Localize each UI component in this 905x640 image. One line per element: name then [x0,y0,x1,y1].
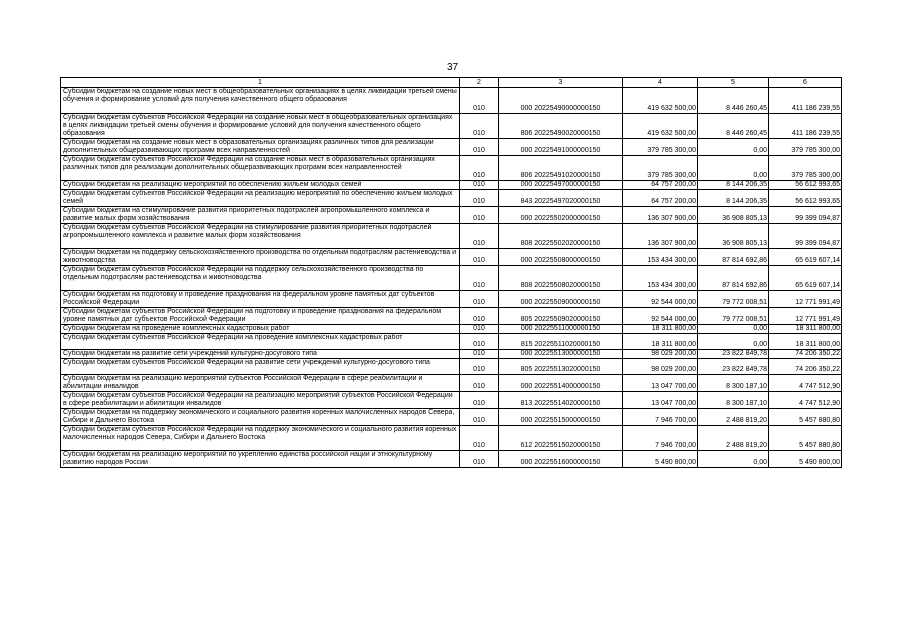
table-row [61,359,842,375]
row-kbk: 000 20225509000000150 [499,291,623,308]
row-kbk: 806 20225491020000150 [499,156,623,181]
row-code: 010 [460,181,499,190]
table-row [61,350,842,359]
row-code: 010 [460,190,499,207]
row-name: Субсидии бюджетам субъектов Российской Федерации на поддержку экономического и социального развития коренных малочисленных народов Севера, Сибири и Дальнего Востока [61,426,460,451]
row-name: Субсидии бюджетам субъектов Российской Федерации на стимулирование развития приоритетных подотраслей агропромышленного комплекса и развитие малых форм хозяйствования [61,224,460,249]
row-plan: 13 047 700,00 [623,375,698,392]
row-plan: 379 785 300,00 [623,156,698,181]
row-exec: 8 446 260,45 [698,114,769,139]
row-code: 010 [460,156,499,181]
row-rest: 56 612 993,65 [769,190,842,207]
table-row [61,375,842,392]
row-plan: 419 632 500,00 [623,114,698,139]
header-cell: 2 [460,78,499,88]
row-plan: 419 632 500,00 [623,88,698,114]
row-exec: 0,00 [698,334,769,350]
row-name: Субсидии бюджетам на реализацию мероприятий субъектов Российской Федерации в сфере реабилитации и абилитации инвалидов [61,375,460,392]
table-row [61,392,842,409]
row-plan: 92 544 000,00 [623,308,698,325]
row-rest: 74 206 350,22 [769,359,842,375]
header-cell: 5 [698,78,769,88]
row-code: 010 [460,291,499,308]
table-row [61,308,842,325]
row-kbk: 000 20225491000000150 [499,139,623,156]
row-exec: 2 488 819,20 [698,409,769,426]
row-code: 010 [460,426,499,451]
row-rest: 56 612 993,65 [769,181,842,190]
row-exec: 8 144 206,35 [698,190,769,207]
table-row [61,325,842,334]
row-kbk: 806 20225490020000150 [499,114,623,139]
table-row [61,156,842,181]
row-rest: 411 186 239,55 [769,114,842,139]
row-plan: 153 434 300,00 [623,249,698,266]
row-code: 010 [460,334,499,350]
header-cell: 4 [623,78,698,88]
row-name: Субсидии бюджетам на реализацию мероприятий по обеспечению жильем молодых семей [61,181,460,190]
row-exec: 0,00 [698,325,769,334]
row-rest: 5 457 880,80 [769,426,842,451]
row-kbk: 843 20225497020000150 [499,190,623,207]
row-rest: 379 785 300,00 [769,139,842,156]
row-rest: 12 771 991,49 [769,291,842,308]
row-kbk: 000 20225513000000150 [499,350,623,359]
row-exec: 23 822 849,78 [698,350,769,359]
header-cell: 3 [499,78,623,88]
row-plan: 64 757 200,00 [623,181,698,190]
row-name: Субсидии бюджетам на создание новых мест в образовательных организациях различных типов для реализации дополнительных общеразвивающих программ всех направленностей [61,139,460,156]
row-code: 010 [460,359,499,375]
row-rest: 65 619 607,14 [769,249,842,266]
row-plan: 18 311 800,00 [623,334,698,350]
row-plan: 153 434 300,00 [623,266,698,291]
row-exec: 0,00 [698,156,769,181]
table-row [61,139,842,156]
row-code: 010 [460,249,499,266]
row-code: 010 [460,266,499,291]
row-exec: 36 908 805,13 [698,207,769,224]
row-kbk: 000 20225516000000150 [499,451,623,468]
row-code: 010 [460,308,499,325]
row-exec: 2 488 819,20 [698,426,769,451]
row-exec: 8 446 260,45 [698,88,769,114]
row-name: Субсидии бюджетам на создание новых мест в общеобразовательных организациях в целях ликвидации третьей смены обучения и формирование условий для получения качественного общего образования [61,88,460,114]
row-code: 010 [460,375,499,392]
row-name: Субсидии бюджетам субъектов Российской Федерации на создание новых мест в образовательных организациях различных типов для реализации дополнительных общеразвивающих программ всех направленностей [61,156,460,181]
row-code: 010 [460,350,499,359]
budget-table [60,77,842,468]
row-kbk: 813 20225514020000150 [499,392,623,409]
row-exec: 87 814 692,86 [698,266,769,291]
row-name: Субсидии бюджетам на стимулирование развития приоритетных подотраслей агропромышленного комплекса и развитие малых форм хозяйствования [61,207,460,224]
row-kbk: 000 20225514000000150 [499,375,623,392]
row-exec: 79 772 008,51 [698,291,769,308]
row-code: 010 [460,325,499,334]
header-cell: 1 [61,78,460,88]
row-name: Субсидии бюджетам субъектов Российской Федерации на подготовку и проведение празднования на федеральном уровне памятных дат субъектов Российской Федерации [61,308,460,325]
table-row [61,114,842,139]
page-number: 37 [446,62,459,73]
row-name: Субсидии бюджетам субъектов Российской Федерации на реализацию мероприятий субъектов Российской Федерации в сфере реабилитации и абилитации инвалидов [61,392,460,409]
row-plan: 98 029 200,00 [623,359,698,375]
row-rest: 379 785 300,00 [769,156,842,181]
row-name: Субсидии бюджетам субъектов Российской Федерации на развитие сети учреждений культурно-досугового типа [61,359,460,375]
row-code: 010 [460,88,499,114]
row-rest: 4 747 512,90 [769,375,842,392]
table-row [61,291,842,308]
row-code: 010 [460,409,499,426]
row-name: Субсидии бюджетам на реализацию мероприятий по укреплению единства российской нации и этнокультурному развитию народов России [61,451,460,468]
row-code: 010 [460,392,499,409]
row-rest: 99 399 094,87 [769,224,842,249]
row-kbk: 000 20225502000000150 [499,207,623,224]
row-kbk: 805 20225513020000150 [499,359,623,375]
row-kbk: 808 20225508020000150 [499,266,623,291]
row-rest: 5 490 800,00 [769,451,842,468]
row-exec: 23 822 849,78 [698,359,769,375]
header-row [61,78,842,88]
row-name: Субсидии бюджетам субъектов Российской Федерации на создание новых мест в общеобразовательных организациях в целях ликвидации третьей смены обучения и формирование условий для получения качественного общего образования [61,114,460,139]
table-row [61,207,842,224]
row-name: Субсидии бюджетам на проведение комплексных кадастровых работ [61,325,460,334]
row-plan: 136 307 900,00 [623,207,698,224]
row-name: Субсидии бюджетам на подготовку и проведение празднования на федеральном уровне памятных дат субъектов Российской Федерации [61,291,460,308]
row-kbk: 808 20225502020000150 [499,224,623,249]
row-rest: 99 399 094,87 [769,207,842,224]
row-name: Субсидии бюджетам субъектов Российской Федерации на реализацию мероприятий по обеспечению жильем молодых семей [61,190,460,207]
row-rest: 5 457 880,80 [769,409,842,426]
row-rest: 74 206 350,22 [769,350,842,359]
row-name: Субсидии бюджетам субъектов Российской Федерации на проведение комплексных кадастровых работ [61,334,460,350]
row-plan: 92 544 000,00 [623,291,698,308]
row-plan: 98 029 200,00 [623,350,698,359]
row-name: Субсидии бюджетам субъектов Российской Федерации на поддержку сельскохозяйственного производства по отдельным подотраслям растениеводства и животноводства [61,266,460,291]
row-code: 010 [460,451,499,468]
row-rest: 18 311 800,00 [769,334,842,350]
table-row [61,181,842,190]
row-exec: 8 144 206,35 [698,181,769,190]
row-kbk: 000 20225515000000150 [499,409,623,426]
row-exec: 0,00 [698,139,769,156]
table-body [61,78,842,468]
table-row [61,409,842,426]
row-plan: 379 785 300,00 [623,139,698,156]
row-kbk: 000 20225490000000150 [499,88,623,114]
header-cell: 6 [769,78,842,88]
table-row [61,224,842,249]
row-exec: 87 814 692,86 [698,249,769,266]
row-code: 010 [460,139,499,156]
row-code: 010 [460,114,499,139]
table-row [61,249,842,266]
row-kbk: 815 20225511020000150 [499,334,623,350]
row-rest: 18 311 800,00 [769,325,842,334]
row-name: Субсидии бюджетам на поддержку экономического и социального развития коренных малочисленных народов Севера, Сибири и Дальнего Востока [61,409,460,426]
row-code: 010 [460,224,499,249]
row-plan: 18 311 800,00 [623,325,698,334]
row-code: 010 [460,207,499,224]
table-row [61,190,842,207]
row-kbk: 612 20225515020000150 [499,426,623,451]
table-row [61,451,842,468]
row-plan: 7 946 700,00 [623,426,698,451]
row-kbk: 805 20225509020000150 [499,308,623,325]
table-row [61,266,842,291]
row-plan: 7 946 700,00 [623,409,698,426]
row-name: Субсидии бюджетам на развитие сети учреждений культурно-досугового типа [61,350,460,359]
row-exec: 8 300 187,10 [698,392,769,409]
table-row [61,88,842,114]
table-row [61,426,842,451]
table-row [61,334,842,350]
row-name: Субсидии бюджетам на поддержку сельскохозяйственного производства по отдельным подотраслям растениеводства и животноводства [61,249,460,266]
row-rest: 4 747 512,90 [769,392,842,409]
row-exec: 79 772 008,51 [698,308,769,325]
row-plan: 5 490 800,00 [623,451,698,468]
row-exec: 0,00 [698,451,769,468]
row-rest: 12 771 991,49 [769,308,842,325]
row-rest: 65 619 607,14 [769,266,842,291]
row-plan: 13 047 700,00 [623,392,698,409]
row-kbk: 000 20225511000000150 [499,325,623,334]
row-exec: 36 908 805,13 [698,224,769,249]
row-rest: 411 186 239,55 [769,88,842,114]
row-exec: 8 300 187,10 [698,375,769,392]
row-plan: 64 757 200,00 [623,190,698,207]
row-plan: 136 307 900,00 [623,224,698,249]
row-kbk: 000 20225497000000150 [499,181,623,190]
row-kbk: 000 20225508000000150 [499,249,623,266]
